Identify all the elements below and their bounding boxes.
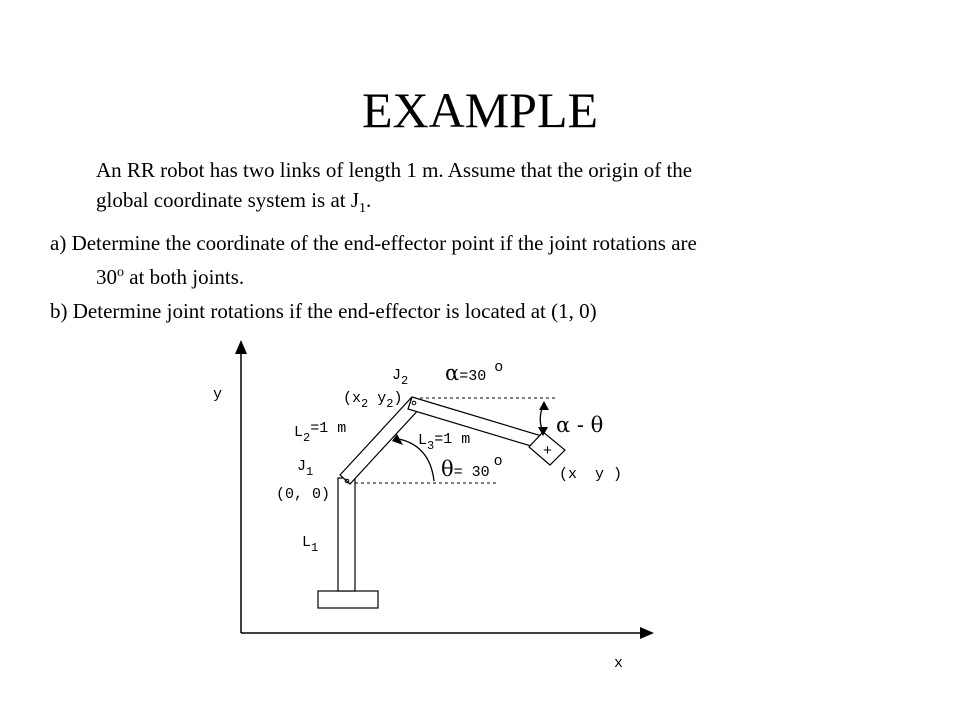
alpha-minus-theta-label: α - θ	[556, 413, 604, 437]
slide-title: EXAMPLE	[361, 82, 599, 138]
y-axis-label: y	[213, 386, 223, 403]
x-axis-label: x	[614, 655, 624, 672]
y-axis-arrow	[235, 340, 247, 354]
robot-base	[318, 591, 378, 608]
part-a-degree: o	[117, 265, 124, 280]
link-1	[338, 478, 355, 591]
intro-line-2-suffix: .	[366, 188, 372, 212]
intro-line-1: An RR robot has two links of length 1 m. Assume that the origin of the	[96, 158, 693, 182]
origin-label: (0, 0)	[276, 486, 331, 503]
intro-line-2-sub: 1	[359, 201, 367, 217]
part-a-line-2-text: 30	[96, 265, 117, 289]
j1-label: $J_1$	[297, 458, 314, 479]
l2-label: $L_2=1$ m	[294, 420, 347, 445]
part-b-paragraph: b) Determine joint rotations if the end-effector is located at (1, 0)	[50, 299, 597, 323]
end-marker: +	[543, 443, 553, 460]
alpha-theta-arrow-top	[539, 401, 549, 410]
x-axis-arrow	[640, 627, 654, 639]
part-a-line-1: a) Determine the coordinate of the end-effector point if the joint rotations are	[50, 231, 697, 255]
end-point-label: (x y )	[559, 466, 623, 483]
part-a-line-2-suffix: at both joints.	[124, 265, 245, 289]
theta-label: θ= 30o	[441, 453, 503, 481]
alpha-label: α=30o	[445, 359, 504, 385]
l3-label: $L_3=1$ m	[418, 431, 471, 453]
j2-label: $J_2$	[392, 367, 409, 388]
l1-label: $L_1$	[302, 534, 319, 555]
j2-coord-label: ($x_2$ $y_2$)	[343, 390, 403, 411]
intro-line-2-text: global coordinate system is at J	[96, 188, 360, 212]
link-2	[340, 398, 421, 484]
